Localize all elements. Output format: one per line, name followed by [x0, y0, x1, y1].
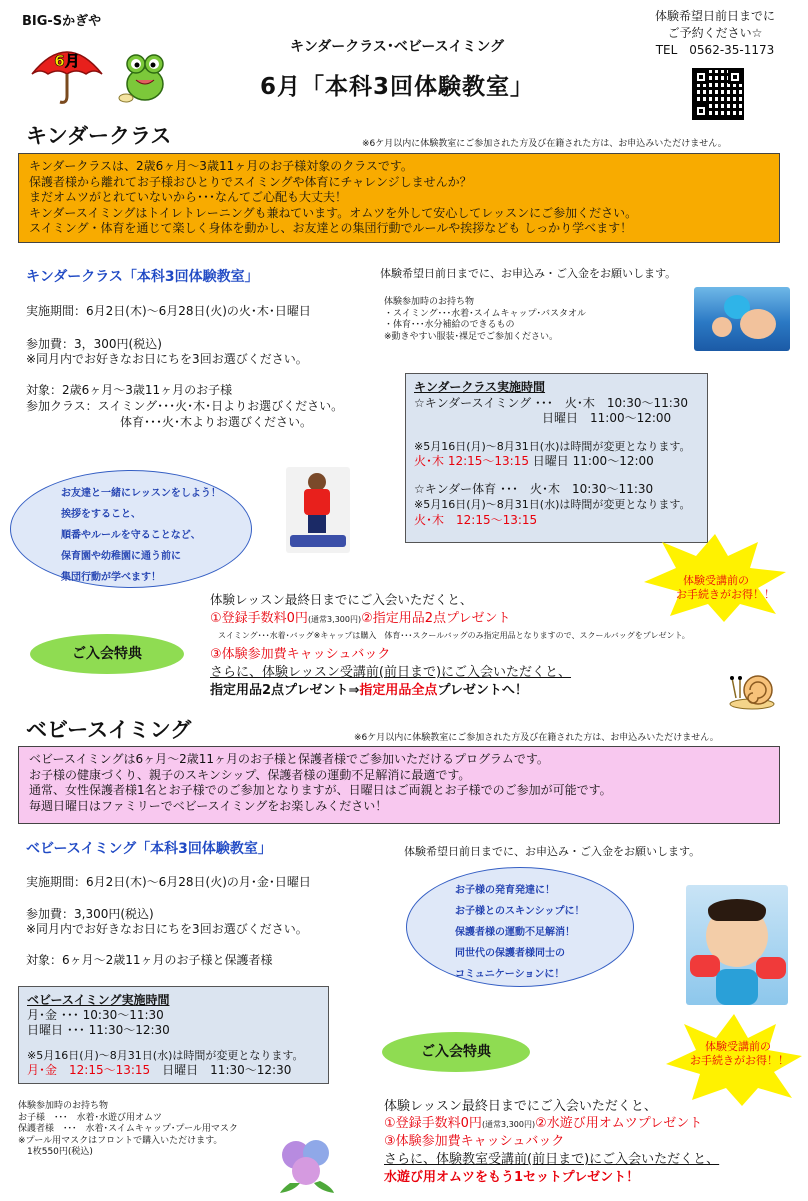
baby-fee: 参加費：3,300円(税込) [26, 907, 154, 921]
swimming-photo [694, 287, 790, 351]
kinder-apply-note: 体験希望日前日までに、お申込み・ご入金をお願いします。 [380, 267, 677, 280]
kinder-intro-box [18, 153, 780, 243]
kinder-section-note: ※6ケ月以内に体験教室にご参加された方及び在籍された方は、お申込みいただけません。 [362, 139, 727, 149]
baby-intro-box [18, 746, 780, 824]
intro-line: ベビースイミングは6ヶ月～2歳11ヶ月のお子様と保護者様でご参加いただけるプログラムです。 [29, 752, 549, 766]
benefit-item: ①登録手数料0円 [210, 611, 308, 626]
bubble-line: 保育園や幼稚園に通う前に [61, 551, 181, 562]
schedule-line: ☆キンダースイミング ･･･ 火･木 10:30～11:30 [414, 395, 689, 410]
umbrella-label: 6月 [54, 52, 80, 70]
kinder-speech-bubble [10, 470, 252, 588]
bring-item: ・体育･･･水分補給のできるもの [384, 320, 515, 330]
bubble-line: 順番やルールを守ることなど、 [61, 530, 201, 541]
kinder-bring-list [384, 297, 586, 343]
kinder-section-title: キンダークラス [26, 124, 172, 148]
baby-section-note: ※6ケ月以内に体験教室にご参加された方及び在籍された方は、お申込みいただけません。 [354, 733, 719, 743]
baby-benefit-1 [384, 1112, 702, 1131]
kinder-benefit-4: さらに、体験レッスン受講前(前日まで)にご入会いただくと、 [210, 665, 572, 680]
kinder-class-swim: 参加クラス：スイミング･･･火･木･日よりお選びください。 [26, 399, 344, 413]
frog-illustration [116, 48, 174, 106]
star-line: 体験受講前の [683, 574, 749, 587]
bubble-line: 同世代の保護者様同士の [455, 948, 565, 959]
intro-line: 保護者様から離れてお子様おひとりでスイミングや体育にチャレンジしませんか？ [29, 174, 472, 189]
schedule-change-note: ※5月16日(月)～8月31日(水)は時間が変更となります。 [414, 498, 691, 511]
baby-star-text [690, 1040, 789, 1068]
intro-line: キンダースイミングはトイレトレーニングも兼ねています。オムツを外して安心してレッスンにご参加ください。 [29, 205, 638, 220]
baby-benefit-3: ③体験参加費キャッシュバック [384, 1134, 565, 1149]
bring-item: お子様 ･･･ 水着･水遊び用オムツ [18, 1112, 163, 1123]
baby-benefit-intro: 体験レッスン最終日までにご入会いただくと、 [384, 1099, 657, 1114]
page-subtitle: キンダークラス･ベビースイミング [290, 39, 505, 55]
kinder-class-gym: 体育･･･火･木よりお選びください。 [120, 415, 313, 429]
bubble-line: お友達と一緒にレッスンをしよう！ [61, 488, 221, 499]
baby-bring-list [18, 1101, 238, 1159]
schedule-changed-time-rest: 日曜日 11:30～12:30 [150, 1063, 292, 1077]
star-line: お手続きがお得！！ [676, 588, 775, 601]
benefit-item: ②指定用品2点プレゼント [361, 611, 511, 626]
kinder-benefit-small: スイミング･･･水着･バッグ※キャップは購入 体育･･･スクールバッグのみ指定用品となりますので、スクールバッグをプレゼント。 [218, 631, 690, 640]
benefit-item: ①登録手数料0円 [384, 1116, 482, 1131]
contact-info [640, 8, 790, 59]
benefit-note: (通常3,300円) [481, 1120, 536, 1129]
schedule-title: ベビースイミング実施時間 [27, 993, 170, 1007]
bring-item: ・スイミング･･･水着･スイムキャップ･バスタオル [384, 308, 586, 319]
baby-benefit-4: さらに、体験教室受講前(前日まで)にご入会いただくと、 [384, 1152, 720, 1167]
baby-photo [686, 885, 788, 1005]
bubble-line: 保護者様の運動不足解消！ [455, 927, 575, 938]
schedule-changed-time-rest: 日曜日 11:00～12:00 [528, 454, 654, 468]
bring-item: 保護者様 ･･･ 水着･スイムキャップ･プール用マスク [18, 1124, 238, 1134]
star-line: お手続きがお得！！ [690, 1054, 789, 1067]
kinder-course-title: キンダークラス「本科3回体験教室」 [26, 269, 259, 285]
schedule-line: 日曜日 11:00～12:00 [542, 411, 672, 425]
schedule-changed-time: 火･木 12:15～13:15 [414, 454, 529, 468]
schedule-changed-time: 火･木 12:15～13:15 [414, 512, 538, 527]
gym-kid-photo [286, 467, 350, 553]
benefit-item: ②水遊び用オムツプレゼント [535, 1116, 703, 1131]
benefit-highlight: 指定用品全点 [359, 683, 438, 698]
contact-phone: TEL 0562-35-1173 [655, 43, 775, 57]
intro-line: まだオムツがとれていないから･･･なんてご心配も大丈夫！ [29, 190, 348, 205]
schedule-changed-time: 月･金 12:15～13:15 [27, 1063, 151, 1077]
kinder-star-text [676, 574, 775, 602]
benefit-note: (通常3,300円) [307, 615, 362, 624]
snail-illustration [728, 668, 778, 710]
contact-line: ご予約ください☆ [667, 26, 763, 40]
benefit-text: プレゼントへ！ [437, 683, 528, 698]
bring-item: ※プール用マスクはフロントで購入いただけます。 [18, 1135, 223, 1146]
schedule-change-note: ※5月16日(月)～8月31日(水)は時間が変更となります。 [414, 439, 691, 453]
baby-speech-bubble [406, 867, 634, 987]
bubble-line: コミュニケーションに！ [455, 969, 565, 980]
benefit-text: 指定用品2点プレゼント⇒ [210, 683, 360, 698]
baby-course-title: ベビースイミング「本科3回体験教室」 [26, 841, 272, 857]
kinder-benefit-3: ③体験参加費キャッシュバック [210, 647, 391, 662]
baby-schedule-box [18, 986, 329, 1084]
kinder-target: 対象：2歳6ヶ月～3歳11ヶ月のお子様 [26, 383, 233, 397]
baby-section-title: ベビースイミング [26, 718, 192, 742]
baby-benefit-5: 水遊び用オムツをもう1セットプレゼント！ [384, 1170, 640, 1185]
bubble-line: お子様の発育発達に！ [455, 885, 555, 896]
baby-benefit-pill: ご入会特典 [382, 1032, 530, 1072]
kinder-benefit-intro: 体験レッスン最終日までにご入会いただくと、 [210, 592, 473, 607]
page-title: 6月「本科3回体験教室」 [260, 74, 535, 100]
brand-name: BIG-Sかぎや [22, 14, 102, 29]
kinder-benefit-5 [210, 679, 528, 698]
bubble-line: お子様とのスキンシップに！ [455, 906, 585, 917]
contact-line: 体験希望日前日までに [654, 9, 775, 23]
kinder-benefit-pill: ご入会特典 [30, 634, 184, 674]
intro-line: スイミング・体育を通じて楽しく身体を動かし、お友達との集団行動でルールや挨拶なども しっかり学べます！ [29, 221, 633, 236]
kinder-benefit-1 [210, 607, 511, 626]
baby-apply-note: 体験希望日前日までに、お申込み・ご入金をお願いします。 [404, 845, 701, 858]
intro-line: 毎週日曜日はファミリーでベビースイミングをお楽しみください！ [29, 798, 388, 813]
schedule-change-note: ※5月16日(月)～8月31日(水)は時間が変更となります。 [27, 1049, 304, 1062]
bring-title: 体験参加時のお持ち物 [18, 1101, 109, 1111]
intro-line: 通常、女性保護者様1名とお子様でのご参加となりますが、日曜日はご両親とお子様でのご参加が可能です。 [29, 783, 612, 798]
hydrangea-illustration [276, 1133, 338, 1195]
kinder-fee: 参加費：3，300円(税込) [26, 337, 162, 351]
bring-item: 1枚550円(税込) [18, 1147, 93, 1157]
bring-title: 体験参加時のお持ち物 [384, 297, 475, 307]
schedule-line: ☆キンダー体育 ･･･ 火･木 10:30～11:30 [414, 481, 654, 496]
bubble-line: 集団行動が学べます！ [61, 572, 161, 583]
star-line: 体験受講前の [705, 1040, 771, 1053]
schedule-line: 日曜日 ･･･ 11:30～12:30 [27, 1023, 170, 1037]
kinder-schedule-box [405, 373, 708, 543]
kinder-period: 実施期間：6月2日(木)～6月28日(火)の火･木･日曜日 [26, 304, 311, 318]
qr-code[interactable] [692, 68, 744, 120]
baby-period: 実施期間：6月2日(木)～6月28日(火)の月･金･日曜日 [26, 875, 311, 889]
umbrella-illustration [28, 36, 106, 108]
schedule-title: キンダークラス実施時間 [414, 380, 546, 394]
intro-line: お子様の健康づくり、親子のスキンシップ、保護者様の運動不足解消に最適です。 [29, 767, 471, 782]
bubble-line: 挨拶をすること、 [61, 509, 141, 520]
intro-line: キンダークラスは、2歳6ヶ月～3歳11ヶ月のお子様対象のクラスです。 [29, 159, 413, 173]
baby-target: 対象：6ヶ月～2歳11ヶ月のお子様と保護者様 [26, 953, 273, 967]
kinder-fee-note: ※同月内でお好きなお日にちを3回お選びください。 [26, 352, 308, 366]
baby-fee-note: ※同月内でお好きなお日にちを3回お選びください。 [26, 922, 308, 936]
bring-item: ※動きやすい服装･裸足でご参加ください。 [384, 331, 559, 342]
schedule-line: 月･金 ･･･ 10:30～11:30 [27, 1008, 164, 1022]
